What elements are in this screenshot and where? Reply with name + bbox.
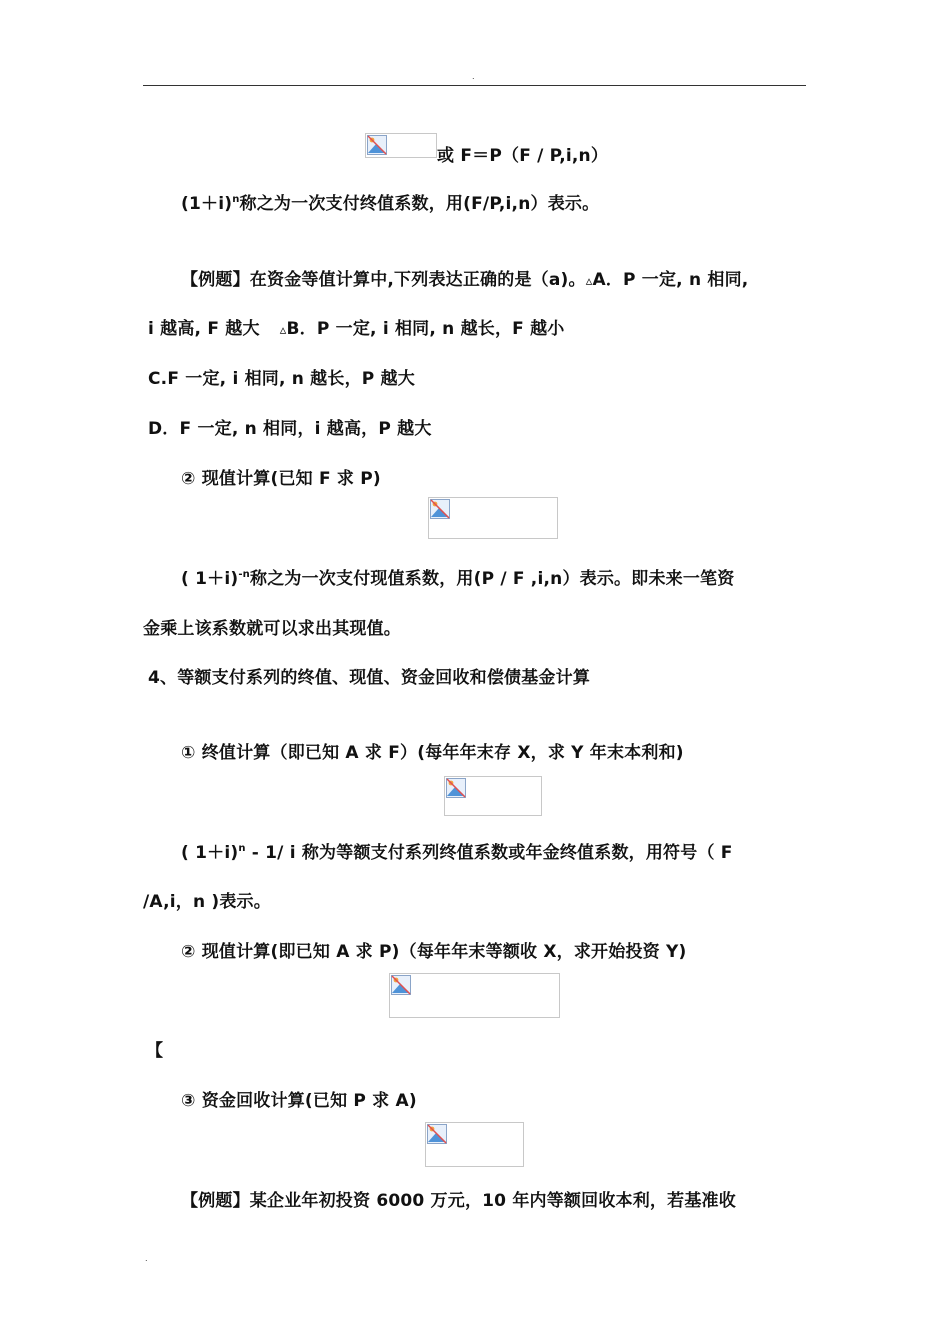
- future-value-annuity-title: ① 终值计算（即已知 A 求 F）(每年年末存 X，求 Y 年末本利和): [181, 743, 684, 763]
- pv-factor-desc: 称之为一次支付现值系数，用(P / F ,i,n）表示。即未来一笔资: [250, 569, 735, 589]
- pv-factor-cont: 金乘上该系数就可以求出其现值。: [143, 619, 401, 639]
- fp-factor-text: [181, 189, 599, 214]
- present-value-annuity-title: ② 现值计算(即已知 A 求 P)（每年年末等额收 X，求开始投资 Y): [181, 942, 687, 962]
- triangle-icon: ▵: [585, 274, 593, 289]
- broken-image-icon: [391, 975, 411, 995]
- section-4-heading: 4、等额支付系列的终值、现值、资金回收和偿债基金计算: [148, 668, 591, 688]
- formula-image-pva: [389, 973, 560, 1018]
- fva-factor-cont: /A,i，n )表示。: [143, 892, 271, 912]
- example1-option-a: A．P 一定, n 相同,: [592, 270, 749, 290]
- pv-factor-base: ( 1＋i): [181, 569, 239, 589]
- example1-option-c: C.F 一定, i 相同, n 越长，P 越大: [148, 369, 415, 389]
- example1-line2: [148, 314, 565, 339]
- formula-image-cr: [425, 1122, 524, 1167]
- example1-stem: 【例题】在资金等值计算中,下列表达正确的是（a)。: [181, 270, 586, 290]
- formula-image-pv: [428, 497, 558, 539]
- pv-factor-exp: -n: [238, 569, 250, 580]
- example1-option-a-cont: i 越高, F 越大: [148, 319, 260, 339]
- example1-option-d: D．F 一定, n 相同，i 越高，P 越大: [148, 419, 432, 439]
- triangle-icon: ▵: [279, 323, 287, 338]
- fva-factor-desc: - 1/ i 称为等额支付系列终值系数或年金终值系数，用符号（ F: [245, 843, 733, 863]
- stray-bracket: 【: [146, 1041, 164, 1061]
- fva-factor-exp: n: [238, 843, 246, 854]
- broken-image-icon: [446, 778, 466, 798]
- pv-factor-text: [181, 564, 734, 589]
- fva-factor-text: [181, 838, 733, 863]
- formula-image-fva: [444, 776, 542, 816]
- broken-image-icon: [430, 499, 450, 519]
- fp-factor-base: (1＋i): [181, 194, 233, 214]
- present-value-title: ② 现值计算(已知 F 求 P): [181, 469, 381, 489]
- header-rule: [143, 85, 806, 86]
- example1-question: [181, 265, 748, 290]
- fp-factor-desc: 称之为一次支付终值系数，用(F/P,i,n）表示。: [239, 194, 600, 214]
- fva-factor-base: ( 1＋i): [181, 843, 239, 863]
- capital-recovery-title: ③ 资金回收计算(已知 P 求 A): [181, 1091, 417, 1111]
- fp-factor-exp: n: [232, 194, 240, 205]
- broken-image-icon: [427, 1124, 447, 1144]
- example2-question: 【例题】某企业年初投资 6000 万元，10 年内等额回收本利，若基准收: [181, 1191, 736, 1211]
- example1-option-b: B．P 一定, i 相同, n 越长，F 越小: [286, 319, 565, 339]
- footer-dot: .: [145, 1254, 148, 1263]
- broken-image-icon: [367, 135, 387, 155]
- formula-image-fp: [365, 133, 437, 158]
- formula-fp-text: 或 F＝P（F / P,i,n）: [437, 146, 609, 166]
- header-dot: .: [472, 72, 475, 81]
